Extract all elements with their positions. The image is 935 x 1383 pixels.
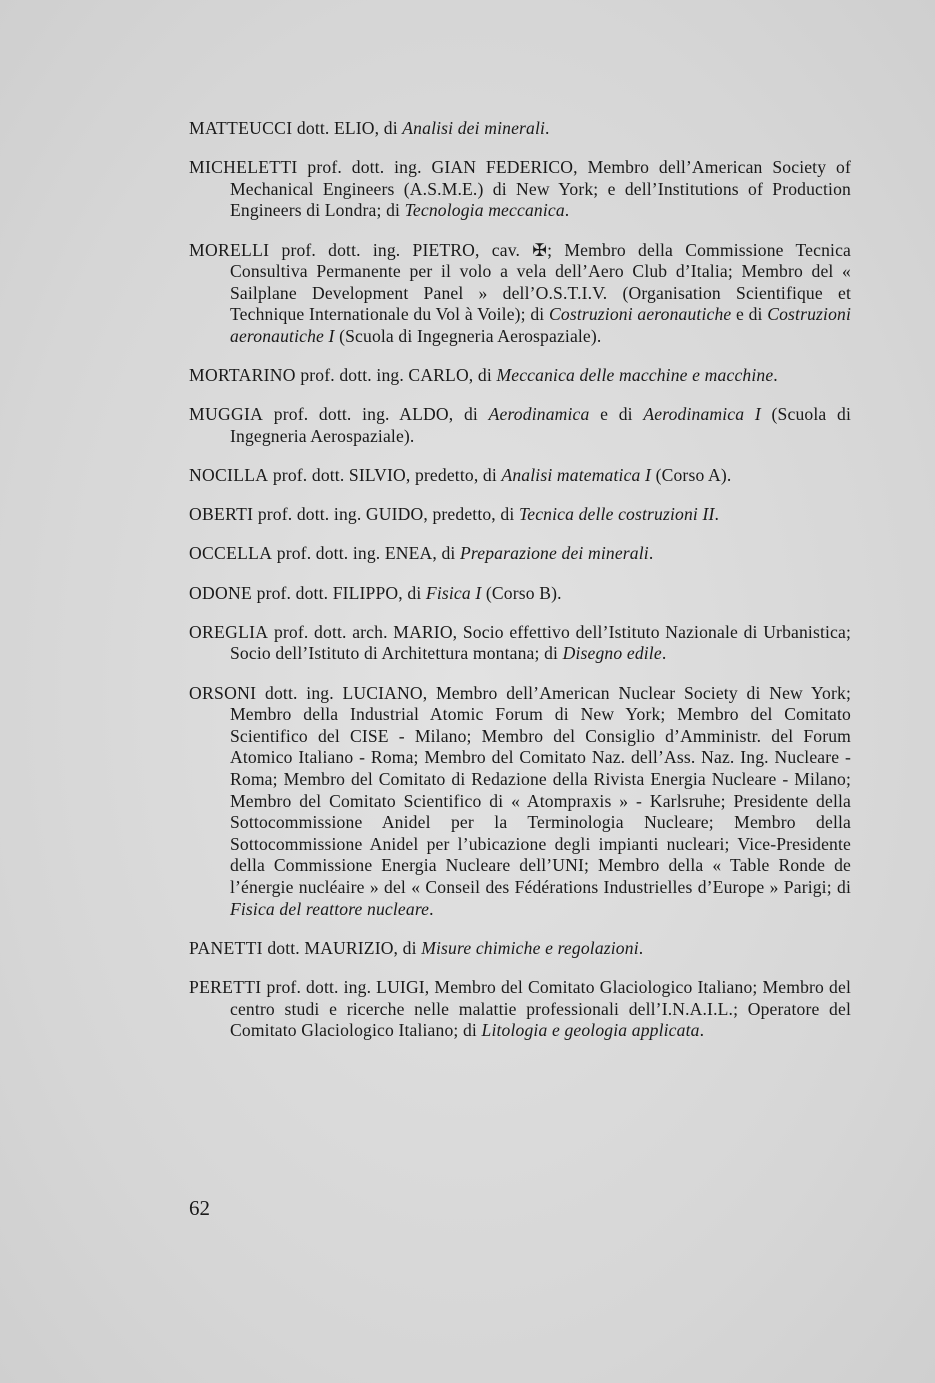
faculty-entry-mortarino: MORTARINO prof. dott. ing. CARLO, di Meccanica delle macchine e macchine. [189, 365, 778, 386]
faculty-entry-oreglia: OREGLIA prof. dott. arch. MARIO, Socio effettivo dell’Istituto Nazionale di Urbanistica; Socio dell’Istituto di Architettura montana; di Disegno edile. [189, 621, 851, 664]
faculty-entry-peretti: PERETTI prof. dott. ing. LUIGI, Membro del Comitato Glaciologico Italiano; Membro del centro studi e ricerche nelle malattie professionali dell’I.N.A.I.L.; Operatore del Comitato Glaciologico Italiano; di Litologia e geologia applicata. [189, 976, 851, 1041]
faculty-entry-nocilla: NOCILLA prof. dott. SILVIO, predetto, di Analisi matematica I (Corso A). [189, 465, 732, 486]
faculty-entry-morelli: MORELLI prof. dott. ing. PIETRO, cav. ✠; Membro della Commissione Tecnica Consultiva Permanente per il volo a vela dell’Aero Club d’Italia; Membro del « Sailplane Development Panel » dell’O.S.T.I.V. (Organisation Scientifique et Technique Internationale du Vol à Voile); di Costruzioni aeronautiche e di Costruzioni aeronautiche I (Scuola di Ingegneria Aerospaziale). [189, 239, 851, 346]
faculty-entry-matteucci: MATTEUCCI dott. ELIO, di Analisi dei minerali. [189, 118, 550, 138]
faculty-entry-muggia: MUGGIA prof. dott. ing. ALDO, di Aerodinamica e di Aerodinamica I (Scuola di Ingegneria Aerospaziale). [189, 404, 851, 446]
faculty-entry-panetti: PANETTI dott. MAURIZIO, di Misure chimiche e regolazioni. [189, 937, 644, 958]
faculty-entry-occella: OCCELLA prof. dott. ing. ENEA, di Preparazione dei minerali. [189, 543, 654, 564]
page-number: 62 [189, 1196, 210, 1220]
faculty-entry-odone: ODONE prof. dott. FILIPPO, di Fisica I (Corso B). [189, 582, 562, 603]
faculty-entry-oberti: OBERTI prof. dott. ing. GUIDO, predetto, di Tecnica delle costruzioni II. [189, 504, 720, 525]
faculty-entry-orsoni: ORSONI dott. ing. LUCIANO, Membro dell’American Nuclear Society di New York; Membro della Industrial Atomic Forum di New York; Membro del Comitato Scientifico del CISE - Milano; Membro del Consiglio d’Amministr. del Forum Atomico Italiano - Roma; Membro del Comitato Naz. dell’Ass. Naz. Ing. Nucleare - Roma; Membro del Comitato di Redazione della Rivista Energia Nucleare - Milano; Membro del Comitato Scientifico di « Atompraxis » - Karlsruhe; Presidente della Sottocommissione Anidel per la Terminologia Nucleare; Membro della Sottocommissione Anidel per l’ubicazione degli impianti nucleari; Vice-Presidente della Commissione Energia Nucleare dell’UNI; Membro della « Table Ronde de l’énergie nucléaire » del « Conseil des Fédérations Industrielles d’Europe » Parigi; di Fisica del reattore nucleare. [189, 682, 851, 919]
faculty-list [189, 118, 851, 1053]
faculty-entry-micheletti: MICHELETTI prof. dott. ing. GIAN FEDERICO, Membro dell’American Society of Mechanical Engineers (A.S.M.E.) di New York; e dell’Institutions of Production Engineers di Londra; di Tecnologia meccanica. [189, 157, 851, 221]
